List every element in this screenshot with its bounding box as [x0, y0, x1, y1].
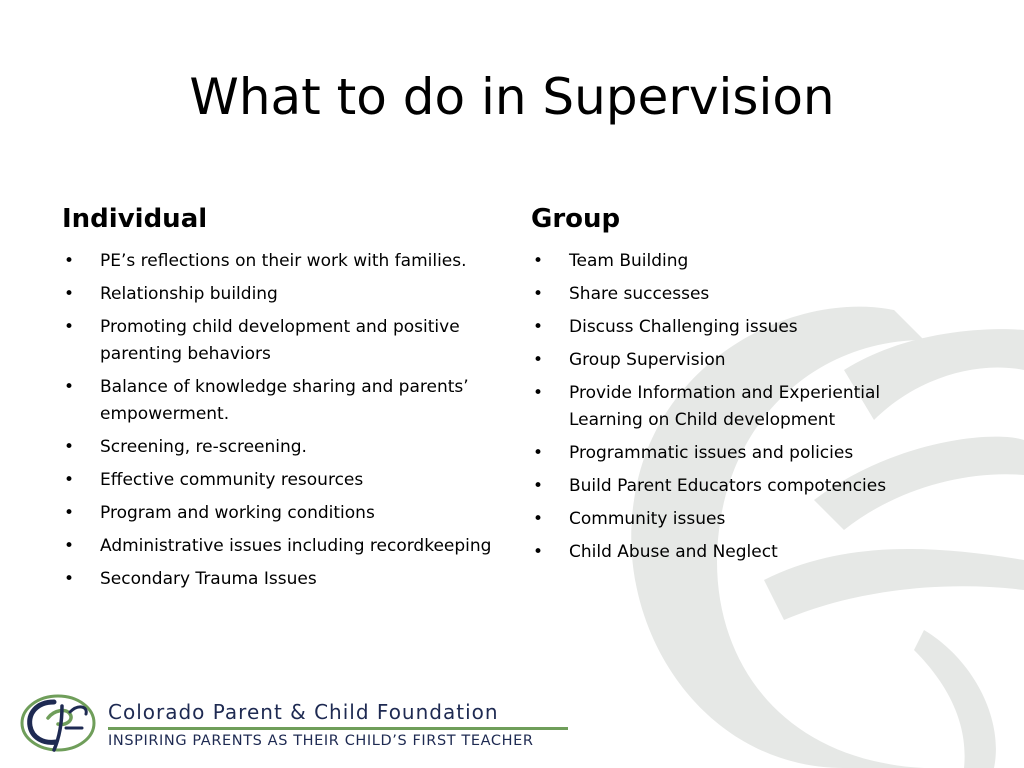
- list-item: • Group Supervision: [531, 347, 951, 374]
- bullet-icon: •: [63, 569, 75, 589]
- list-item: • Screening, re-screening.: [62, 434, 502, 461]
- list-item: • Build Parent Educators compotencies: [531, 473, 951, 500]
- bullet-icon: •: [532, 509, 544, 529]
- list-item: • Discuss Challenging issues: [531, 314, 951, 341]
- list-item: • Team Building: [531, 248, 951, 275]
- list-item: • Child Abuse and Neglect: [531, 539, 951, 566]
- bullet-icon: •: [63, 317, 75, 337]
- list-item: • Administrative issues including recordkeeping: [62, 533, 502, 560]
- individual-column: [62, 200, 502, 599]
- list-item: • Promoting child development and positive parenting behaviors: [62, 314, 502, 368]
- list-item: • Balance of knowledge sharing and parents’ empowerment.: [62, 374, 502, 428]
- bullet-icon: •: [63, 470, 75, 490]
- list-item: • PE’s reflections on their work with families.: [62, 248, 502, 275]
- bullet-icon: •: [63, 437, 75, 457]
- group-heading: Group: [531, 204, 621, 234]
- bullet-icon: •: [532, 443, 544, 463]
- org-name: Colorado Parent & Child Foundation: [108, 700, 499, 724]
- bullet-icon: •: [532, 251, 544, 271]
- bullet-icon: •: [63, 377, 75, 397]
- list-item: • Programmatic issues and policies: [531, 440, 951, 467]
- bullet-icon: •: [532, 542, 544, 562]
- list-item: • Provide Information and Experiential Learning on Child development: [531, 380, 951, 434]
- bullet-icon: •: [532, 383, 544, 403]
- list-item: • Secondary Trauma Issues: [62, 566, 502, 593]
- bullet-icon: •: [63, 536, 75, 556]
- group-list: [531, 248, 951, 566]
- bullet-icon: •: [63, 251, 75, 271]
- group-column: [531, 200, 951, 572]
- list-item: • Program and working conditions: [62, 500, 502, 527]
- list-item: • Community issues: [531, 506, 951, 533]
- list-item: • Effective community resources: [62, 467, 502, 494]
- org-tagline: INSPIRING PARENTS AS THEIR CHILD’S FIRST TEACHER: [108, 733, 534, 749]
- bullet-icon: •: [532, 317, 544, 337]
- bullet-icon: •: [63, 284, 75, 304]
- list-item: • Relationship building: [62, 281, 502, 308]
- bullet-icon: •: [63, 503, 75, 523]
- slide-title: What to do in Supervision: [189, 68, 835, 126]
- bullet-icon: •: [532, 284, 544, 304]
- individual-heading: Individual: [62, 204, 208, 234]
- individual-list: [62, 248, 502, 593]
- cpcf-logo-icon: [18, 692, 98, 754]
- bullet-icon: •: [532, 350, 544, 370]
- footer-divider: [108, 727, 568, 730]
- footer-branding: [108, 700, 578, 750]
- list-item: • Share successes: [531, 281, 951, 308]
- bullet-icon: •: [532, 476, 544, 496]
